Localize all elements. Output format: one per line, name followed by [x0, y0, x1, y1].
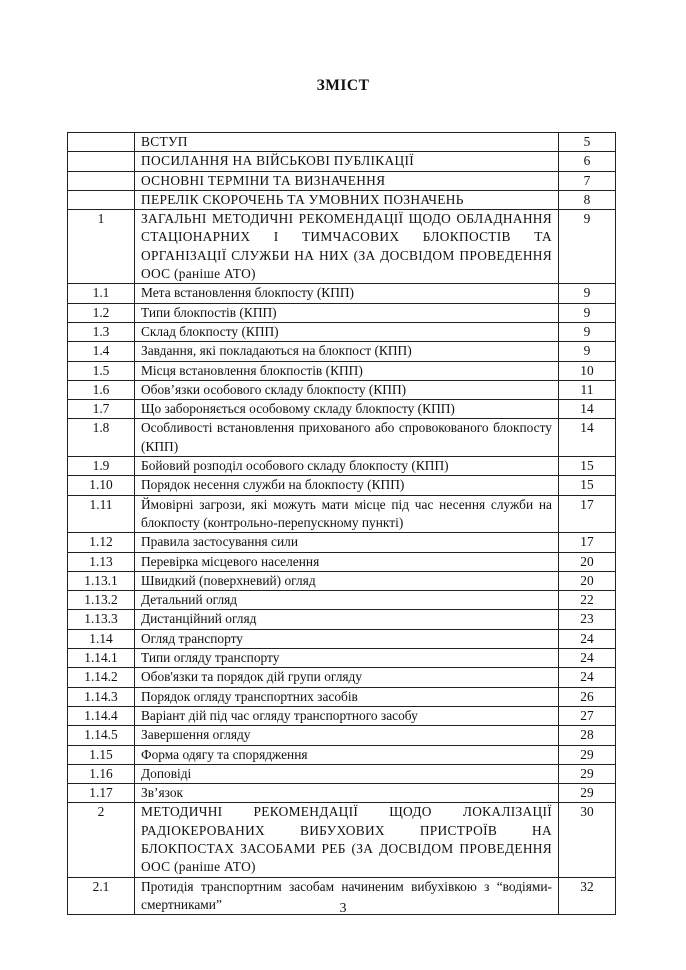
section-title: Порядок несення служби на блокпосту (КПП) [135, 476, 559, 495]
toc-row [68, 668, 616, 687]
toc-row [68, 552, 616, 571]
section-title: Перевірка місцевого населення [135, 552, 559, 571]
section-title: Що забороняється особовому складу блокпосту (КПП) [135, 400, 559, 419]
section-number: 1.7 [68, 400, 135, 419]
page-ref: 27 [559, 706, 616, 725]
section-number [68, 190, 135, 209]
toc-row [68, 303, 616, 322]
page-ref: 17 [559, 533, 616, 552]
page-ref: 9 [559, 342, 616, 361]
toc-row [68, 380, 616, 399]
page-ref: 5 [559, 133, 616, 152]
toc-row [68, 152, 616, 171]
page-ref: 28 [559, 726, 616, 745]
section-number: 1.13.2 [68, 591, 135, 610]
section-number [68, 171, 135, 190]
section-number: 1.12 [68, 533, 135, 552]
page-ref: 9 [559, 303, 616, 322]
section-number: 1.8 [68, 419, 135, 457]
page-ref: 20 [559, 571, 616, 590]
section-number: 1.10 [68, 476, 135, 495]
toc-row [68, 629, 616, 648]
toc-row [68, 591, 616, 610]
section-title: ВСТУП [135, 133, 559, 152]
section-number: 1.2 [68, 303, 135, 322]
page-ref: 6 [559, 152, 616, 171]
toc-row [68, 361, 616, 380]
table-of-contents [67, 132, 616, 915]
section-number: 1.11 [68, 495, 135, 533]
section-title: Варіант дій під час огляду транспортного засобу [135, 706, 559, 725]
toc-row [68, 190, 616, 209]
section-number: 1.9 [68, 457, 135, 476]
section-number: 1.4 [68, 342, 135, 361]
section-number: 1.13.1 [68, 571, 135, 590]
page-ref: 29 [559, 764, 616, 783]
section-title: Особливості встановлення прихованого або спровокованого блокпосту (КПП) [135, 419, 559, 457]
section-number: 1.16 [68, 764, 135, 783]
page-ref: 8 [559, 190, 616, 209]
section-title: Завдання, які покладаються на блокпост (КПП) [135, 342, 559, 361]
toc-row [68, 476, 616, 495]
section-title: Обов’язки особового складу блокпосту (КПП) [135, 380, 559, 399]
section-title: Порядок огляду транспортних засобів [135, 687, 559, 706]
section-number: 1.15 [68, 745, 135, 764]
page-ref: 14 [559, 419, 616, 457]
page-ref: 15 [559, 476, 616, 495]
section-title: Зв’язок [135, 784, 559, 803]
section-title: ЗАГАЛЬНІ МЕТОДИЧНІ РЕКОМЕНДАЦІЇ ЩОДО ОБЛАДНАННЯ СТАЦІОНАРНИХ І ТИМЧАСОВИХ БЛОКПОСТІВ ТА ОРГАНІЗАЦІЇ СЛУЖБИ НА НИХ (ЗА ДОСВІДОМ ПРОВЕДЕННЯ ООС (раніше АТО) [135, 210, 559, 284]
page-ref: 11 [559, 380, 616, 399]
toc-row [68, 726, 616, 745]
section-number: 1.14.4 [68, 706, 135, 725]
section-number: 1.13 [68, 552, 135, 571]
page-ref: 26 [559, 687, 616, 706]
section-title: Бойовий розподіл особового складу блокпосту (КПП) [135, 457, 559, 476]
page-ref: 22 [559, 591, 616, 610]
page-ref: 14 [559, 400, 616, 419]
section-title: Завершення огляду [135, 726, 559, 745]
toc-row [68, 610, 616, 629]
section-title: Обов'язки та порядок дій групи огляду [135, 668, 559, 687]
section-title: ПОСИЛАННЯ НА ВІЙСЬКОВІ ПУБЛІКАЦІЇ [135, 152, 559, 171]
toc-row [68, 745, 616, 764]
section-title: Огляд транспорту [135, 629, 559, 648]
toc-row [68, 706, 616, 725]
toc-row [68, 419, 616, 457]
section-title: ОСНОВНІ ТЕРМІНИ ТА ВИЗНАЧЕННЯ [135, 171, 559, 190]
toc-row [68, 284, 616, 303]
toc-row [68, 457, 616, 476]
page-ref: 15 [559, 457, 616, 476]
section-title: Швидкий (поверхневий) огляд [135, 571, 559, 590]
section-number: 2.1 [68, 877, 135, 915]
section-number: 1.14.3 [68, 687, 135, 706]
page-ref: 7 [559, 171, 616, 190]
toc-row [68, 133, 616, 152]
section-number: 2 [68, 803, 135, 877]
page-ref: 9 [559, 210, 616, 284]
section-number [68, 133, 135, 152]
page-ref: 29 [559, 784, 616, 803]
toc-row [68, 649, 616, 668]
section-title: Типи огляду транспорту [135, 649, 559, 668]
section-title: Детальний огляд [135, 591, 559, 610]
page-ref: 9 [559, 322, 616, 341]
section-number: 1.14 [68, 629, 135, 648]
toc-row [68, 322, 616, 341]
page-ref: 24 [559, 629, 616, 648]
page-ref: 30 [559, 803, 616, 877]
section-number: 1.17 [68, 784, 135, 803]
toc-row [68, 342, 616, 361]
toc-row [68, 784, 616, 803]
section-title: Дистанційний огляд [135, 610, 559, 629]
toc-row [68, 571, 616, 590]
page-ref: 10 [559, 361, 616, 380]
section-title: Форма одягу та спорядження [135, 745, 559, 764]
toc-row [68, 495, 616, 533]
page-ref: 29 [559, 745, 616, 764]
section-title: Типи блокпостів (КПП) [135, 303, 559, 322]
toc-row [68, 210, 616, 284]
section-number: 1.5 [68, 361, 135, 380]
section-title: ПЕРЕЛІК СКОРОЧЕНЬ ТА УМОВНИХ ПОЗНАЧЕНЬ [135, 190, 559, 209]
toc-row [68, 687, 616, 706]
section-title: Мета встановлення блокпосту (КПП) [135, 284, 559, 303]
page-ref: 20 [559, 552, 616, 571]
page-number: 3 [339, 901, 347, 916]
toc-row [68, 803, 616, 877]
toc-row [68, 764, 616, 783]
page-ref: 9 [559, 284, 616, 303]
section-number: 1.14.2 [68, 668, 135, 687]
section-title: Протидія транспортним засобам начиненим вибухівкою з “водіями-смертниками” [135, 877, 559, 915]
section-number: 1.14.5 [68, 726, 135, 745]
section-number: 1 [68, 210, 135, 284]
section-number: 1.13.3 [68, 610, 135, 629]
section-title: Правила застосування сили [135, 533, 559, 552]
section-number: 1.14.1 [68, 649, 135, 668]
page-ref: 24 [559, 649, 616, 668]
toc-row [68, 533, 616, 552]
section-title: Ймовірні загрози, які можуть мати місце під час несення служби на блокпосту (контрольно-перепускному пункті) [135, 495, 559, 533]
section-title: Місця встановлення блокпостів (КПП) [135, 361, 559, 380]
section-title: Склад блокпосту (КПП) [135, 322, 559, 341]
section-number: 1.3 [68, 322, 135, 341]
section-number: 1.6 [68, 380, 135, 399]
page-ref: 32 [559, 877, 616, 915]
section-title: Доповіді [135, 764, 559, 783]
section-number: 1.1 [68, 284, 135, 303]
toc-row [68, 400, 616, 419]
page-ref: 23 [559, 610, 616, 629]
section-title: МЕТОДИЧНІ РЕКОМЕНДАЦІЇ ЩОДО ЛОКАЛІЗАЦІЇ РАДІОКЕРОВАНИХ ВИБУХОВИХ ПРИСТРОЇВ НА БЛОКПОСТАХ ЗАСОБАМИ РЕБ (ЗА ДОСВІДОМ ПРОВЕДЕННЯ ООС (раніше АТО) [135, 803, 559, 877]
page-title: ЗМІСТ [316, 77, 370, 94]
page-ref: 24 [559, 668, 616, 687]
toc-row [68, 171, 616, 190]
section-number [68, 152, 135, 171]
page-ref: 17 [559, 495, 616, 533]
